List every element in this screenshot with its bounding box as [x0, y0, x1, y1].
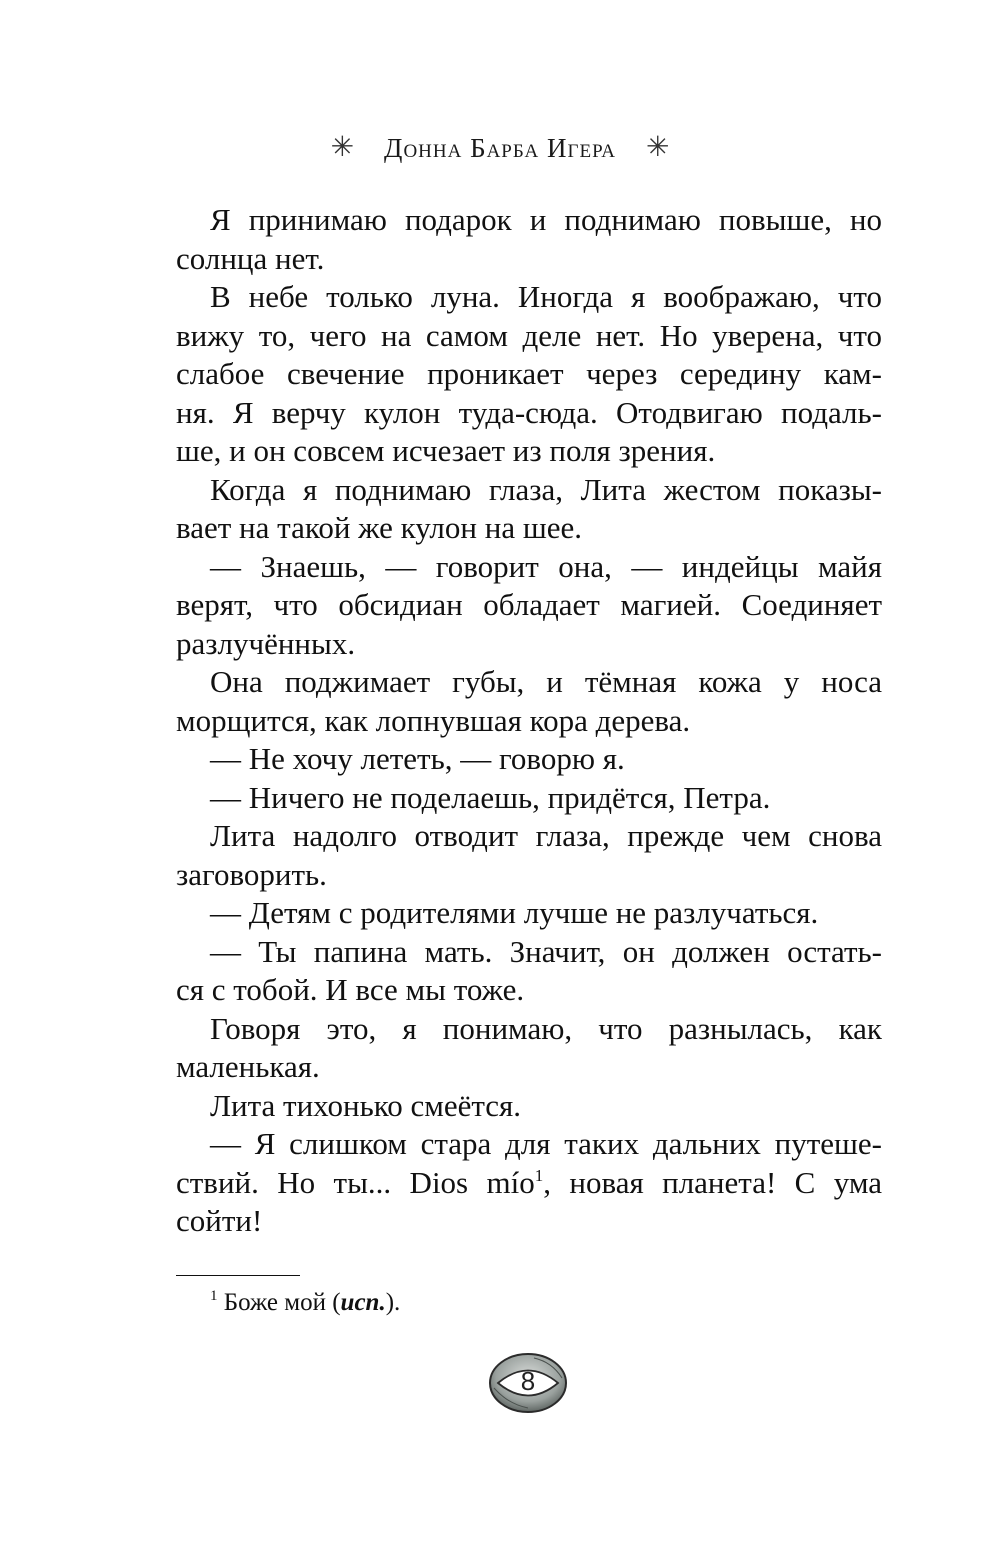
text-line: Говоря это, я понимаю, что разнылась, как	[210, 1010, 882, 1046]
footnote-text-end: ).	[385, 1289, 401, 1316]
footnote-language-abbr: исп.	[340, 1289, 386, 1316]
text-line: вает на такой же кулон на шее.	[176, 510, 582, 545]
text-line: разлучённых.	[176, 625, 356, 661]
text-line: вижу то, чего на самом деле нет. Но уверена, что	[176, 317, 882, 353]
text-segment: , новая планета! С ума	[543, 1164, 882, 1200]
text-line: верят, что обсидиан обладает магией. Соединяет	[176, 587, 882, 622]
text-line: Лита надолго отводит глаза, прежде чем снова	[210, 818, 882, 853]
text-line: маленькая.	[176, 1049, 320, 1084]
text-line: ня. Я верчу кулон туда-сюда. Отодвигаю подаль-	[176, 394, 882, 430]
text-line: морщится, как лопнувшая кора дерева.	[176, 702, 691, 738]
text-line: — Знаешь, — говорит она, — индейцы майя	[210, 548, 882, 584]
text-line: — Не хочу лететь, — говорю я.	[210, 741, 625, 776]
text-line: — Ты папина мать. Значит, он должен остать-	[210, 933, 882, 969]
text-segment: ствий. Но ты... Dios mío	[176, 1164, 535, 1200]
paragraph	[176, 1125, 882, 1241]
paragraph	[176, 201, 882, 278]
text-line: солнца нет.	[176, 240, 325, 276]
paragraph	[176, 894, 882, 933]
footnote-marker: 1	[210, 1288, 218, 1304]
running-title: Донна Барба Игера	[384, 132, 616, 163]
text-line: — Ничего не поделаешь, придётся, Петра.	[210, 779, 771, 815]
footnote-divider	[176, 1275, 300, 1276]
text-line: Она поджимает губы, и тёмная кожа у носа	[210, 664, 882, 699]
body-text	[176, 201, 882, 1241]
paragraph	[176, 1087, 882, 1126]
text-line: Когда я поднимаю глаза, Лита жестом показы-	[210, 471, 882, 507]
footnote	[210, 1288, 400, 1318]
text-line: заговорить.	[176, 856, 327, 892]
footnote-text: Боже мой (	[217, 1289, 341, 1316]
paragraph	[176, 548, 882, 664]
star-ornament-icon: ✳	[330, 132, 355, 163]
paragraph	[176, 933, 882, 1010]
running-header	[0, 126, 1000, 170]
text-line: ше, и он совсем исчезает из поля зрения.	[176, 433, 716, 468]
page-number-badge	[488, 1352, 568, 1414]
paragraph	[176, 817, 882, 894]
paragraph	[176, 663, 882, 740]
paragraph	[176, 471, 882, 548]
text-line: — Я слишком стара для таких дальних путеше-	[210, 1126, 882, 1161]
text-line: — Детям с родителями лучше не разлучаться.	[210, 895, 819, 930]
paragraph	[176, 278, 882, 471]
text-line: ся с тобой. И все мы тоже.	[176, 972, 525, 1007]
text-line: сойти!	[176, 1203, 263, 1238]
text-line: слабое свечение проникает через середину кам-	[176, 356, 882, 391]
star-ornament-icon: ✳	[645, 132, 670, 163]
text-line	[176, 1164, 882, 1203]
footnote-reference[interactable]: 1	[534, 1165, 544, 1185]
page-number: 8	[520, 1366, 536, 1396]
text-line: В небе только луна. Иногда я воображаю, что	[210, 279, 882, 314]
text-line: Я принимаю подарок и поднимаю повыше, но	[210, 202, 882, 237]
text-line: Лита тихонько смеётся.	[210, 1087, 522, 1123]
paragraph	[176, 740, 882, 779]
paragraph	[176, 1010, 882, 1087]
paragraph	[176, 779, 882, 818]
